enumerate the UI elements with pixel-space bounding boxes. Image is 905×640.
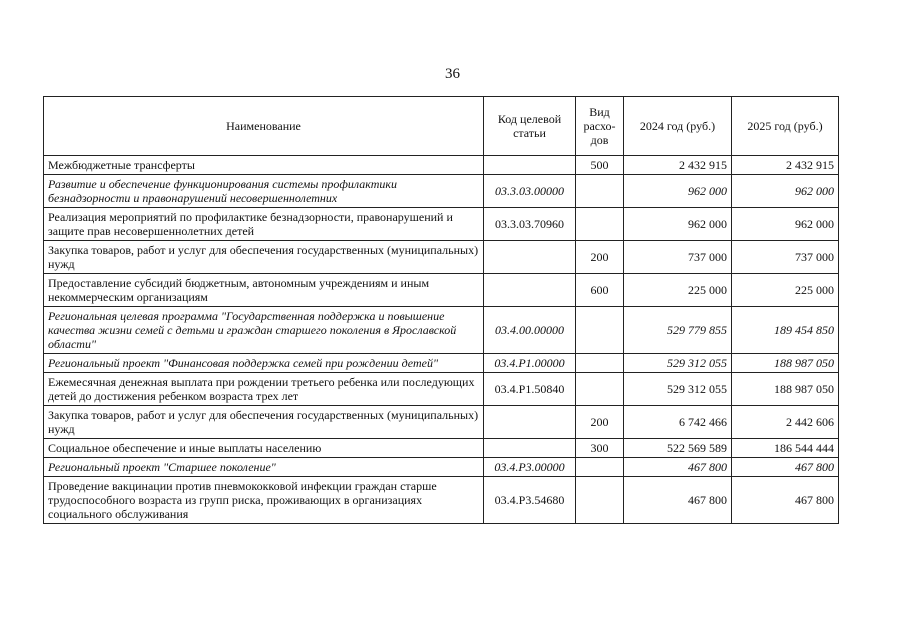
table-row: [44, 274, 839, 307]
row-2024-cell: 529 779 855: [624, 307, 732, 354]
row-kind-cell: 500: [576, 156, 624, 175]
row-2025-cell: 188 987 050: [732, 373, 839, 406]
row-code-cell: [484, 439, 576, 458]
header-2024: 2024 год (руб.): [624, 97, 732, 156]
row-kind-cell: [576, 477, 624, 524]
header-code: Код целевой статьи: [484, 97, 576, 156]
row-2025-cell: 186 544 444: [732, 439, 839, 458]
row-name-cell: Ежемесячная денежная выплата при рождении третьего ребенка или последующих детей до достижения ребенком возраста трех лет: [44, 373, 484, 406]
page-number: 36: [445, 66, 460, 82]
header-kind: Вид расхо-дов: [576, 97, 624, 156]
row-code-cell: 03.3.03.00000: [484, 175, 576, 208]
row-2024-cell: 467 800: [624, 477, 732, 524]
row-code-cell: [484, 241, 576, 274]
header-2025: 2025 год (руб.): [732, 97, 839, 156]
row-2024-cell: 6 742 466: [624, 406, 732, 439]
row-kind-cell: 200: [576, 406, 624, 439]
row-kind-cell: [576, 458, 624, 477]
row-kind-cell: 600: [576, 274, 624, 307]
row-2024-cell: 225 000: [624, 274, 732, 307]
row-name-cell: Закупка товаров, работ и услуг для обеспечения государственных (муниципальных) нужд: [44, 241, 484, 274]
table-row: [44, 373, 839, 406]
header-name: Наименование: [44, 97, 484, 156]
row-name-cell: Реализация мероприятий по профилактике безнадзорности, правонарушений и защите прав несовершеннолетних детей: [44, 208, 484, 241]
row-2024-cell: 962 000: [624, 175, 732, 208]
row-code-cell: [484, 156, 576, 175]
row-name-cell: Региональный проект "Старшее поколение": [44, 458, 484, 477]
row-kind-cell: [576, 208, 624, 241]
row-2024-cell: 529 312 055: [624, 373, 732, 406]
row-code-cell: 03.4.P3.00000: [484, 458, 576, 477]
row-kind-cell: 300: [576, 439, 624, 458]
row-code-cell: 03.4.00.00000: [484, 307, 576, 354]
row-code-cell: [484, 274, 576, 307]
row-2024-cell: 529 312 055: [624, 354, 732, 373]
row-2025-cell: 2 432 915: [732, 156, 839, 175]
table-row: [44, 175, 839, 208]
row-2024-cell: 2 432 915: [624, 156, 732, 175]
row-2024-cell: 467 800: [624, 458, 732, 477]
row-2025-cell: 467 800: [732, 477, 839, 524]
row-name-cell: Региональная целевая программа "Государственная поддержка и повышение качества жизни семей с детьми и граждан старшего поколения в Ярославской области": [44, 307, 484, 354]
row-code-cell: [484, 406, 576, 439]
row-code-cell: 03.4.P3.54680: [484, 477, 576, 524]
row-kind-cell: 200: [576, 241, 624, 274]
row-2024-cell: 737 000: [624, 241, 732, 274]
row-2025-cell: 467 800: [732, 458, 839, 477]
table-row: [44, 307, 839, 354]
row-2025-cell: 737 000: [732, 241, 839, 274]
table-row: [44, 406, 839, 439]
row-name-cell: Региональный проект "Финансовая поддержка семей при рождении детей": [44, 354, 484, 373]
table-body: [44, 156, 839, 524]
row-name-cell: Проведение вакцинации против пневмококковой инфекции граждан старше трудоспособного возраста из групп риска, проживающих в организациях социального обслуживания: [44, 477, 484, 524]
row-name-cell: Развитие и обеспечение функционирования системы профилактики безнадзорности и правонарушений несовершеннолетних: [44, 175, 484, 208]
table-row: [44, 241, 839, 274]
table-header-row: [44, 97, 839, 156]
table-row: [44, 156, 839, 175]
row-2025-cell: 962 000: [732, 175, 839, 208]
table-row: [44, 354, 839, 373]
row-name-cell: Предоставление субсидий бюджетным, автономным учреждениям и иным некоммерческим организациям: [44, 274, 484, 307]
row-2025-cell: 2 442 606: [732, 406, 839, 439]
row-2025-cell: 225 000: [732, 274, 839, 307]
row-kind-cell: [576, 373, 624, 406]
row-name-cell: Социальное обеспечение и иные выплаты населению: [44, 439, 484, 458]
row-kind-cell: [576, 354, 624, 373]
table-row: [44, 458, 839, 477]
row-kind-cell: [576, 175, 624, 208]
row-kind-cell: [576, 307, 624, 354]
table-row: [44, 477, 839, 524]
row-code-cell: 03.4.P1.50840: [484, 373, 576, 406]
row-name-cell: Межбюджетные трансферты: [44, 156, 484, 175]
table-row: [44, 439, 839, 458]
row-2025-cell: 188 987 050: [732, 354, 839, 373]
row-code-cell: 03.3.03.70960: [484, 208, 576, 241]
row-2024-cell: 522 569 589: [624, 439, 732, 458]
row-code-cell: 03.4.P1.00000: [484, 354, 576, 373]
row-2025-cell: 189 454 850: [732, 307, 839, 354]
budget-table: [43, 96, 839, 524]
row-2024-cell: 962 000: [624, 208, 732, 241]
row-name-cell: Закупка товаров, работ и услуг для обеспечения государственных (муниципальных) нужд: [44, 406, 484, 439]
row-2025-cell: 962 000: [732, 208, 839, 241]
table-row: [44, 208, 839, 241]
